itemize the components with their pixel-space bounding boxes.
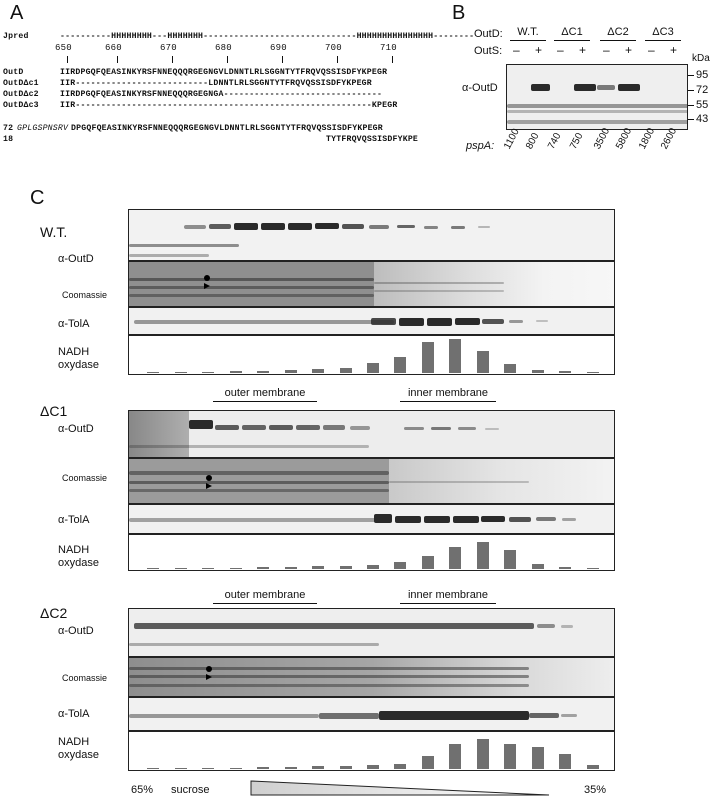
nadh-bar bbox=[587, 568, 599, 569]
nadh-bar bbox=[504, 550, 516, 569]
blot-tola bbox=[128, 504, 615, 534]
nadh-bar bbox=[340, 368, 352, 373]
nadh-bar bbox=[477, 542, 489, 569]
row-label-nadh: NADH oxydase bbox=[58, 346, 99, 371]
blot-band bbox=[531, 84, 550, 91]
seq-name: OutDΔc1 bbox=[3, 79, 39, 88]
tick-label: 680 bbox=[215, 43, 232, 53]
fraction-block bbox=[0, 583, 717, 773]
panel-b-blot bbox=[506, 64, 688, 130]
nadh-bar bbox=[394, 764, 406, 769]
psp-value: 1100 bbox=[502, 127, 522, 152]
nadh-bar bbox=[394, 562, 406, 569]
nadh-bar bbox=[532, 747, 544, 769]
row-label-coomassie: Coomassie bbox=[62, 473, 108, 483]
outs-sign: – bbox=[513, 43, 520, 57]
nadh-bar bbox=[175, 768, 187, 769]
outs-sign: – bbox=[603, 43, 610, 57]
marker-label: 55 bbox=[696, 99, 709, 111]
nadh-bar bbox=[285, 767, 297, 769]
row-label-nadh: NADH oxydase bbox=[58, 544, 99, 569]
nadh-bar bbox=[559, 371, 571, 373]
dot-marker bbox=[204, 275, 210, 281]
seq-line: IIR----------------------------------------------------------KPEGR bbox=[60, 101, 398, 110]
psp-value: 800 bbox=[524, 131, 542, 152]
nadh-bar bbox=[202, 768, 214, 769]
nadh-bar bbox=[312, 369, 324, 373]
nadh-bar bbox=[449, 547, 461, 569]
nadh-bar bbox=[147, 768, 159, 769]
gradient-sucrose-label: sucrose bbox=[171, 784, 210, 796]
gradient-left-label: 65% bbox=[131, 784, 154, 796]
blot-band bbox=[507, 110, 688, 113]
construct-72-tag: GPLGSPNSRV bbox=[17, 124, 69, 133]
nadh-bar bbox=[230, 768, 242, 769]
nadh-bar bbox=[477, 739, 489, 769]
psp-value: 3500 bbox=[592, 126, 613, 152]
psp-value: 2600 bbox=[659, 126, 680, 152]
outs-sign: + bbox=[670, 43, 678, 57]
seq-line: IIRDPGQFQEASINKYRSFNNEQQQRGEGNGVLDNNTLRLSGGNTYTFRQVQSSISDFYKPEGR bbox=[60, 68, 388, 77]
marker-label: 95 bbox=[696, 69, 709, 81]
nadh-bars bbox=[129, 336, 615, 375]
group-label: ΔC2 bbox=[607, 26, 629, 38]
jpred-line: ----------HHHHHHHH---HHHHHHH------------------------------HHHHHHHHHHHHHHH-------- bbox=[60, 32, 475, 41]
nadh-bar bbox=[285, 567, 297, 569]
group-label: ΔC3 bbox=[652, 26, 674, 38]
seq-line: IIRDPGQFQEASINKYRSFNNEQQQRGEGNGA------------------------------- bbox=[60, 90, 383, 99]
psp-values bbox=[502, 126, 688, 174]
strain-label: ΔC2 bbox=[40, 605, 68, 621]
psp-value: 5800 bbox=[614, 126, 635, 152]
outd-label: OutD: bbox=[474, 28, 503, 40]
panel-a-letter: A bbox=[10, 2, 24, 24]
nadh-bar bbox=[257, 567, 269, 569]
row-label-tola: α-TolA bbox=[58, 514, 90, 526]
nadh-bar bbox=[559, 754, 571, 769]
nadh-bar bbox=[504, 744, 516, 769]
nadh-bar bbox=[422, 756, 434, 769]
nadh-chart bbox=[128, 534, 615, 571]
blot-coomassie bbox=[128, 261, 615, 307]
strain-label: ΔC1 bbox=[40, 403, 68, 419]
nadh-bar bbox=[257, 767, 269, 769]
blot-outd bbox=[128, 209, 615, 261]
row-label-tola: α-TolA bbox=[58, 318, 90, 330]
nadh-bar bbox=[422, 342, 434, 373]
nadh-bar bbox=[367, 363, 379, 373]
nadh-bar bbox=[587, 372, 599, 373]
nadh-bar bbox=[285, 370, 297, 373]
blot-band bbox=[507, 104, 688, 108]
nadh-bar bbox=[587, 765, 599, 769]
outs-sign: – bbox=[648, 43, 655, 57]
nadh-bar bbox=[312, 766, 324, 769]
nadh-chart bbox=[128, 731, 615, 771]
blot-tola bbox=[128, 697, 615, 731]
nadh-bar bbox=[477, 351, 489, 373]
blot-band bbox=[574, 84, 596, 91]
blot-coomassie bbox=[128, 657, 615, 697]
nadh-bar bbox=[340, 566, 352, 569]
nadh-bar bbox=[147, 372, 159, 373]
nadh-bar bbox=[504, 364, 516, 373]
nadh-bar bbox=[230, 371, 242, 373]
row-label-nadh: NADH oxydase bbox=[58, 736, 99, 761]
strain-label: W.T. bbox=[40, 224, 68, 240]
construct-18-number: 18 bbox=[3, 135, 14, 144]
blot-tola bbox=[128, 307, 615, 335]
tick-label: 650 bbox=[55, 43, 72, 53]
construct-72-number: 72 bbox=[3, 124, 14, 133]
group-label: ΔC1 bbox=[561, 26, 583, 38]
seq-line: IIR--------------------------LDNNTLRLSGGNTYTFRQVQSSISDFYKPEGR bbox=[60, 79, 372, 88]
row-label-outd: α-OutD bbox=[58, 625, 94, 637]
row-label-coomassie: Coomassie bbox=[62, 290, 108, 300]
nadh-bar bbox=[175, 372, 187, 373]
nadh-bar bbox=[202, 372, 214, 373]
psp-value: 750 bbox=[568, 131, 586, 152]
outs-sign: + bbox=[625, 43, 633, 57]
nadh-chart bbox=[128, 335, 615, 375]
blot-band bbox=[507, 120, 688, 124]
blot-outd bbox=[128, 410, 615, 458]
nadh-bar bbox=[367, 765, 379, 769]
psp-label: pspA: bbox=[466, 140, 495, 152]
tick-label: 700 bbox=[325, 43, 342, 53]
fraction-block bbox=[0, 387, 717, 577]
panel-b-groups bbox=[508, 26, 688, 66]
arrowhead-marker bbox=[206, 674, 212, 680]
inner-membrane-label: inner membrane bbox=[407, 387, 489, 399]
outs-sign: + bbox=[579, 43, 587, 57]
fraction-block bbox=[0, 208, 717, 378]
nadh-bar bbox=[312, 566, 324, 569]
nadh-bar bbox=[449, 339, 461, 373]
nadh-bars bbox=[129, 732, 615, 771]
arrowhead-marker bbox=[204, 283, 210, 289]
seq-name: OutDΔc3 bbox=[3, 101, 39, 110]
nadh-bar bbox=[230, 568, 242, 569]
nadh-bar bbox=[449, 744, 461, 769]
marker-label: 43 bbox=[696, 113, 709, 125]
nadh-bar bbox=[340, 766, 352, 769]
tick-label: 670 bbox=[160, 43, 177, 53]
blot-band bbox=[597, 85, 615, 90]
nadh-bar bbox=[532, 370, 544, 373]
outer-membrane-label: outer membrane bbox=[224, 589, 306, 601]
marker-label: 72 bbox=[696, 84, 709, 96]
row-label-tola: α-TolA bbox=[58, 708, 90, 720]
nadh-bar bbox=[175, 568, 187, 569]
outer-membrane-label: outer membrane bbox=[224, 387, 306, 399]
panel-c-letter: C bbox=[30, 187, 45, 209]
arrowhead-marker bbox=[206, 483, 212, 489]
construct-18-seq: TYTFRQVQSSISDFYKPE bbox=[326, 135, 419, 144]
dot-marker bbox=[206, 666, 212, 672]
nadh-bar bbox=[422, 556, 434, 569]
kda-label: kDa bbox=[692, 53, 710, 64]
blot-coomassie bbox=[128, 458, 615, 504]
panel-b-letter: B bbox=[452, 2, 466, 24]
sucrose-gradient-wedge bbox=[250, 780, 550, 796]
psp-value: 740 bbox=[546, 131, 564, 152]
inner-membrane-label: inner membrane bbox=[407, 589, 489, 601]
row-label-coomassie: Coomassie bbox=[62, 673, 108, 683]
tick-label: 690 bbox=[270, 43, 287, 53]
nadh-bar bbox=[367, 565, 379, 569]
outs-label: OutS: bbox=[474, 45, 503, 57]
blot-outd bbox=[128, 608, 615, 657]
nadh-bar bbox=[559, 567, 571, 569]
jpred-label: Jpred bbox=[3, 32, 29, 41]
seq-name: OutD bbox=[3, 68, 24, 77]
construct-72-seq: DPGQFQEASINKYRSFNNEQQQRGEGNGVLDNNTLRLSGGNTYTFRQVQSSISDFYKPEGR bbox=[71, 124, 383, 133]
nadh-bar bbox=[257, 371, 269, 373]
nadh-bar bbox=[202, 568, 214, 569]
nadh-bar bbox=[147, 568, 159, 569]
row-label-outd: α-OutD bbox=[58, 253, 94, 265]
nadh-bar bbox=[394, 357, 406, 373]
dot-marker bbox=[206, 475, 212, 481]
outs-sign: + bbox=[535, 43, 543, 57]
outs-sign: – bbox=[557, 43, 564, 57]
b-antibody-label: α-OutD bbox=[462, 82, 498, 94]
blot-band bbox=[618, 84, 640, 91]
tick-label: 660 bbox=[105, 43, 122, 53]
psp-value: 1800 bbox=[637, 126, 658, 152]
nadh-bar bbox=[532, 564, 544, 569]
gradient-right-label: 35% bbox=[584, 784, 607, 796]
tick-label: 710 bbox=[380, 43, 397, 53]
seq-name: OutDΔc2 bbox=[3, 90, 39, 99]
nadh-bars bbox=[129, 535, 615, 571]
row-label-outd: α-OutD bbox=[58, 423, 94, 435]
group-label: W.T. bbox=[517, 26, 539, 38]
